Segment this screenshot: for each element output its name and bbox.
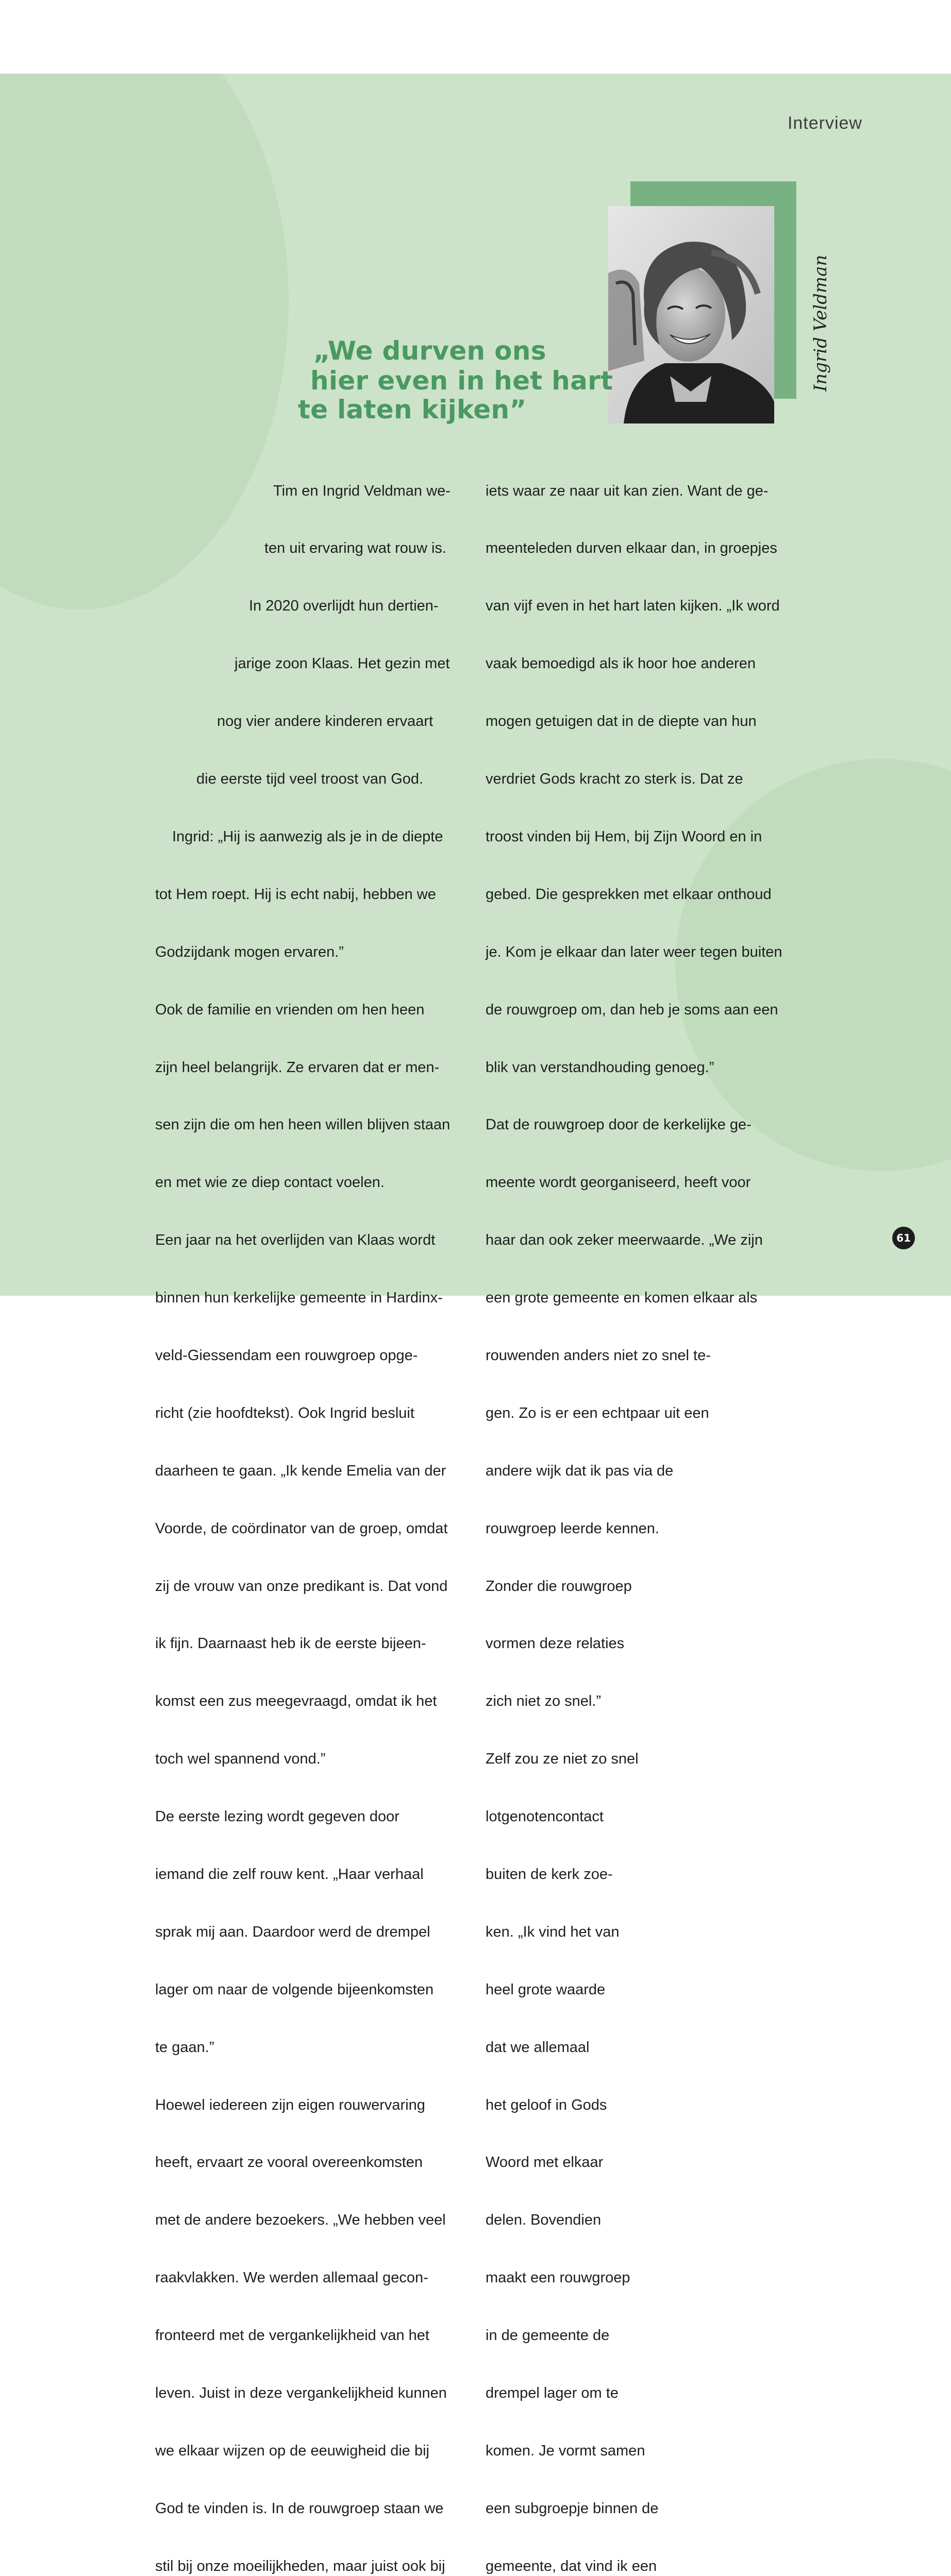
portrait-photo — [608, 206, 774, 423]
headline-line-2: hier even in het hart — [310, 366, 613, 396]
text-line: daarheen te gaan. „Ik kende Emelia van der — [155, 1462, 446, 1479]
text-line: het geloof in Gods — [486, 2096, 607, 2113]
text-line: binnen hun kerkelijke gemeente in Hardinx- — [155, 1290, 443, 1307]
text-line: we elkaar wijzen op de eeuwigheid die bij — [155, 2442, 429, 2459]
text-line: delen. Bovendien — [486, 2212, 602, 2229]
headline-line-3: te laten kijken” — [298, 395, 527, 425]
text-line: jarige zoon Klaas. Het gezin met — [235, 655, 450, 672]
text-line: komst een zus meegevraagd, omdat ik het — [155, 1693, 437, 1710]
text-line: In 2020 overlijdt hun dertien- — [249, 598, 439, 615]
text-line: sen zijn die om hen heen willen blijven staan — [155, 1116, 451, 1133]
text-line: meenteleden durven elkaar dan, in groepjes — [486, 540, 777, 557]
text-line: lager om naar de volgende bijeenkomsten — [155, 1981, 434, 1998]
text-line: tot Hem roept. Hij is echt nabij, hebben we — [155, 886, 436, 903]
text-line: De eerste lezing wordt gegeven door — [155, 1808, 399, 1825]
text-line: leven. Juist in deze vergankelijkheid kunnen — [155, 2384, 447, 2401]
text-line: ken. „Ik vind het van — [486, 1923, 620, 1940]
page-number-badge: 61 — [892, 1227, 915, 1249]
text-line: maakt een rouwgroep — [486, 2269, 630, 2286]
article-column-left — [0, 443, 466, 2576]
text-line: zich niet zo snel.” — [486, 1693, 602, 1710]
text-line: zij de vrouw van onze predikant is. Dat vond — [155, 1578, 448, 1595]
text-line: gebed. Die gesprekken met elkaar onthoud — [486, 886, 772, 903]
text-line: verdriet Gods kracht zo sterk is. Dat ze — [486, 771, 743, 788]
text-line: Hoewel iedereen zijn eigen rouwervaring — [155, 2096, 425, 2113]
text-line: Zelf zou ze niet zo snel — [486, 1751, 639, 1768]
text-line: die eerste tijd veel troost van God. — [196, 771, 424, 788]
text-line: stil bij onze moeilijkheden, maar juist ook bij — [155, 2557, 445, 2574]
text-line: veld-Giessendam een rouwgroep opge- — [155, 1347, 418, 1364]
text-line: gen. Zo is er een echtpaar uit een — [486, 1404, 709, 1421]
text-line: ten uit ervaring wat rouw is. — [264, 540, 446, 557]
text-line: dat we allemaal — [486, 2039, 590, 2056]
text-line: heel grote waarde — [486, 1981, 606, 1998]
text-line: komen. Je vormt samen — [486, 2442, 645, 2459]
text-line: iets waar ze naar uit kan zien. Want de ge- — [486, 482, 769, 499]
text-line: blik van verstandhouding genoeg.” — [486, 1059, 714, 1076]
text-line: fronteerd met de vergankelijkheid van het — [155, 2327, 429, 2344]
headline-line-1: „We durven ons — [313, 336, 546, 366]
text-line: je. Kom je elkaar dan later weer tegen buiten — [486, 943, 782, 960]
text-line: iemand die zelf rouw kent. „Haar verhaal — [155, 1866, 424, 1883]
text-line: Tim en Ingrid Veldman we- — [273, 482, 451, 499]
text-line: meente wordt georganiseerd, heeft voor — [486, 1174, 751, 1191]
photo-caption: Ingrid Veldman — [810, 255, 831, 392]
text-line: heeft, ervaart ze vooral overeenkomsten — [155, 2154, 423, 2171]
text-line: een subgroepje binnen de — [486, 2500, 659, 2517]
text-line: sprak mij aan. Daardoor werd de drempel — [155, 1923, 430, 1940]
text-line: gemeente, dat vind ik een — [486, 2557, 657, 2574]
text-line: zijn heel belangrijk. Ze ervaren dat er men- — [155, 1059, 440, 1076]
text-line: troost vinden bij Hem, bij Zijn Woord en in — [486, 828, 762, 845]
text-line: ik fijn. Daarnaast heb ik de eerste bijeen- — [155, 1635, 426, 1652]
text-line: vormen deze relaties — [486, 1635, 625, 1652]
text-line: Zonder die rouwgroep — [486, 1578, 632, 1595]
text-line: de rouwgroep om, dan heb je soms aan een — [486, 1001, 778, 1018]
text-line: mogen getuigen dat in de diepte van hun — [486, 713, 757, 730]
text-line: rouwgroep leerde kennen. — [486, 1520, 659, 1537]
text-line: met de andere bezoekers. „We hebben veel — [155, 2212, 446, 2229]
text-line: van vijf even in het hart laten kijken. „Ik word — [486, 598, 780, 615]
text-line: buiten de kerk zoe- — [486, 1866, 613, 1883]
article-column-right — [486, 443, 815, 2576]
text-line: en met wie ze diep contact voelen. — [155, 1174, 385, 1191]
text-line: God te vinden is. In de rouwgroep staan we — [155, 2500, 444, 2517]
text-line: lotgenotencontact — [486, 1808, 604, 1825]
text-line: Voorde, de coördinator van de groep, omdat — [155, 1520, 448, 1537]
text-line: haar dan ook zeker meerwaarde. „We zijn — [486, 1232, 763, 1249]
text-line: Woord met elkaar — [486, 2154, 604, 2171]
text-line: raakvlakken. We werden allemaal gecon- — [155, 2269, 428, 2286]
text-line: rouwenden anders niet zo snel te- — [486, 1347, 711, 1364]
text-line: Ook de familie en vrienden om hen heen — [155, 1001, 425, 1018]
text-line: Een jaar na het overlijden van Klaas wordt — [155, 1232, 436, 1249]
text-line: richt (zie hoofdtekst). Ook Ingrid besluit — [155, 1404, 414, 1421]
text-line: in de gemeente de — [486, 2327, 610, 2344]
text-line: Godzijdank mogen ervaren.” — [155, 943, 344, 960]
text-line: Ingrid: „Hij is aanwezig als je in de diepte — [172, 828, 443, 845]
text-line: toch wel spannend vond.” — [155, 1751, 326, 1768]
text-line: Dat de rouwgroep door de kerkelijke ge- — [486, 1116, 752, 1133]
text-line: nog vier andere kinderen ervaart — [217, 713, 433, 730]
text-line: een grote gemeente en komen elkaar als — [486, 1290, 758, 1307]
text-line: drempel lager om te — [486, 2384, 619, 2401]
text-line: te gaan.” — [155, 2039, 214, 2056]
text-line: andere wijk dat ik pas via de — [486, 1462, 674, 1479]
text-line: vaak bemoedigd als ik hoor hoe anderen — [486, 655, 756, 672]
section-label: Interview — [787, 113, 862, 133]
